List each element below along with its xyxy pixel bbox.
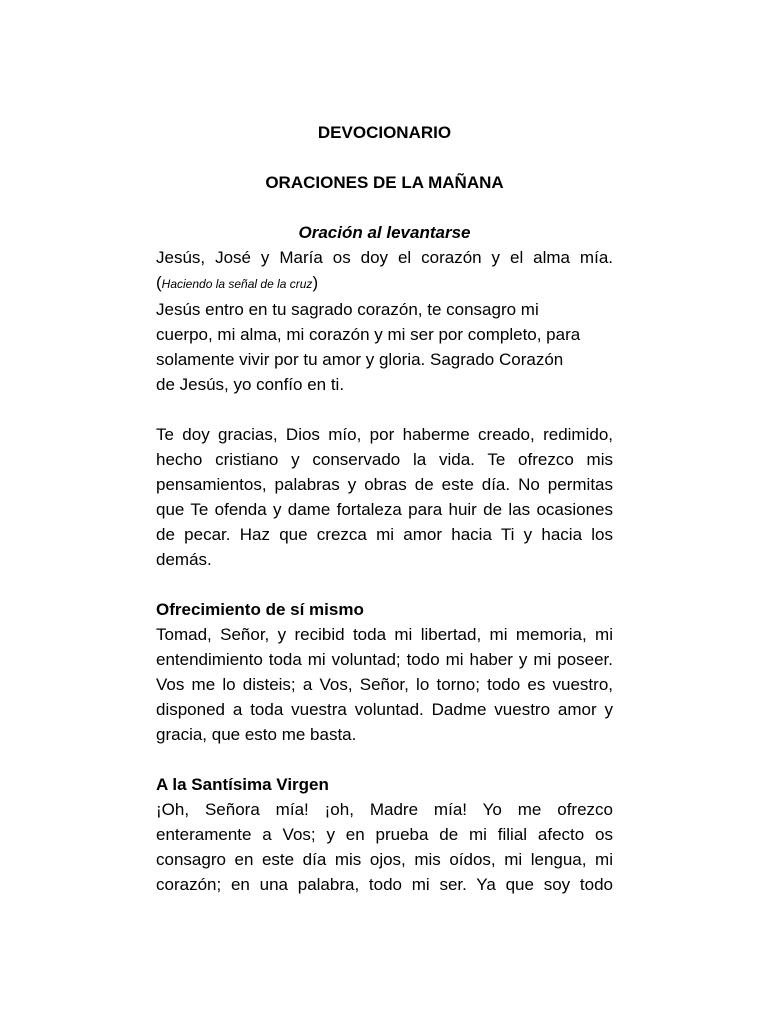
- section-heading-santisima-virgen: A la Santísima Virgen: [156, 775, 329, 794]
- prayer-paragraph-tomad-senor: Tomad, Señor, y recibid toda mi libertad, mi memoria, mi entendimiento toda mi voluntad; todo mi haber y mi poseer. Vos me lo disteis; a Vos, Señor, lo torno; todo es vuestro, disponed a toda vuestra voluntad. Dadme vuestro amor y gracia, que esto me basta.: [156, 625, 613, 744]
- paragraph-gap: [156, 397, 613, 422]
- paragraph-gap: [156, 572, 613, 597]
- paragraph-gap: [156, 747, 613, 772]
- section-heading-oracion-levantarse: Oración al levantarse: [298, 223, 471, 242]
- note-close-paren: ): [312, 273, 319, 292]
- document-page: [156, 120, 613, 897]
- document-subtitle: ORACIONES DE LA MAÑANA: [265, 173, 504, 192]
- prayer-line-jesus-jose-maria: Jesús, José y María os doy el corazón y el alma mía.: [156, 248, 613, 267]
- note-open-paren: (: [156, 273, 162, 292]
- section-heading-ofrecimiento: Ofrecimiento de sí mismo: [156, 600, 364, 619]
- prayer-paragraph-oh-senora-mia: ¡Oh, Señora mía! ¡oh, Madre mía! Yo me ofrezco enteramente a Vos; y en prueba de mi filial afecto os consagro en este día mis ojos, mis oídos, mi lengua, mi corazón; en una palabra, todo mi ser. Ya que soy todo: [156, 800, 613, 894]
- prayer-paragraph-te-doy-gracias: Te doy gracias, Dios mío, por haberme creado, redimido, hecho cristiano y conservado la vida. Te ofrezco mis pensamientos, palabras y obras de este día. No permitas que Te ofenda y dame fortaleza para huir de las ocasiones de pecar. Haz que crezca mi amor hacia Ti y hacia los demás.: [156, 425, 613, 569]
- prayer-note: [156, 270, 613, 297]
- prayer-paragraph-sagrado-corazon: Jesús entro en tu sagrado corazón, te consagro mi cuerpo, mi alma, mi corazón y mi ser por completo, para solamente vivir por tu amor y gloria. Sagrado Corazón de Jesús, yo confío en ti.: [156, 300, 581, 394]
- document-title: DEVOCIONARIO: [317, 123, 452, 142]
- note-text: Haciendo la señal de la cruz: [161, 277, 313, 291]
